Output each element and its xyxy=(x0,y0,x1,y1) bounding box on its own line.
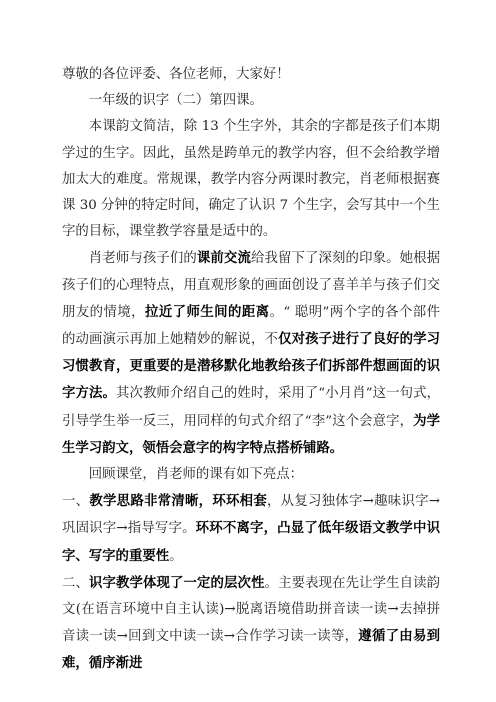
bold-run: 为学生学习韵文，领悟会意字的构字特点搭桥铺路。 xyxy=(62,412,440,456)
highlight-point-1 xyxy=(62,488,440,570)
text-run: 其次教师介绍自己的姓时，采用了“小月肖”这一句式，引导学生举一反三，用同样的句式介绍了“李”这个会意字， xyxy=(62,386,440,429)
text-run: ，从复习独体字→趣味识字→巩固识字→指导写字。 xyxy=(62,494,441,537)
bold-run: 课前交流 xyxy=(196,250,251,267)
text-run: 给我留下了深刻的印象。她根据孩子们的心理特点，用直观形象的画面创设了喜羊羊与孩子们交朋友的情境， xyxy=(62,251,441,320)
bold-run: 拉近了师生间的距离 xyxy=(145,303,270,320)
bold-run: 教学思路非常清晰，环环相套 xyxy=(89,493,267,510)
text-run: 。 xyxy=(169,548,183,564)
bold-run: 遵循了由易到难，循序渐进 xyxy=(62,628,440,672)
text-run: 肖老师与孩子们的 xyxy=(88,251,197,267)
text-run: 。“ 聪明”两个字的各个部件的动画演示再加上她精妙的解说，不 xyxy=(62,304,441,348)
paragraph-pre-class-exchange xyxy=(62,245,440,462)
greeting-line: 尊敬的各位评委、各位老师，大家好！ xyxy=(62,67,290,82)
highlight-point-2 xyxy=(62,570,440,678)
lesson-topic: 一年级的识字（二）第四课。 xyxy=(88,93,263,109)
text-run: 。主要表现在先让学生自读韵文(在语言环境中自主认读)→脱离语境借助拼音读一读→去掉拼音读一读→回到文中读一读→合作学习读一读等， xyxy=(62,575,441,645)
paragraph-lesson-overview: 本课韵文简洁，除 13 个生字外，其余的字都是孩子们本期学过的生字。因此，虽然是跨单元的教学内容，但不会给教学增加太大的难度。常规课，教学内容分两课时教完，肖老师根据赛课 30 分钟的特定时间，确定了认识 7 个生字，会写其中一个生字的目标，课堂教学容量是适中的。 xyxy=(62,119,440,240)
bold-run: 识字教学体现了一定的层次性 xyxy=(89,574,265,591)
review-intro: 回顾课堂，肖老师的课有如下亮点： xyxy=(88,467,304,483)
point-number: 二、 xyxy=(62,575,90,591)
document-body xyxy=(62,62,440,678)
point-number: 一、 xyxy=(62,494,90,510)
bold-run: 仅对孩子进行了良好的学习习惯教育，更重要的是潜移默化地教给孩子们拆部件想画面的识字方法。 xyxy=(62,331,441,402)
bold-run: 环环不离字，凸显了低年级语文教学中识字、写字的重要性 xyxy=(62,520,440,564)
